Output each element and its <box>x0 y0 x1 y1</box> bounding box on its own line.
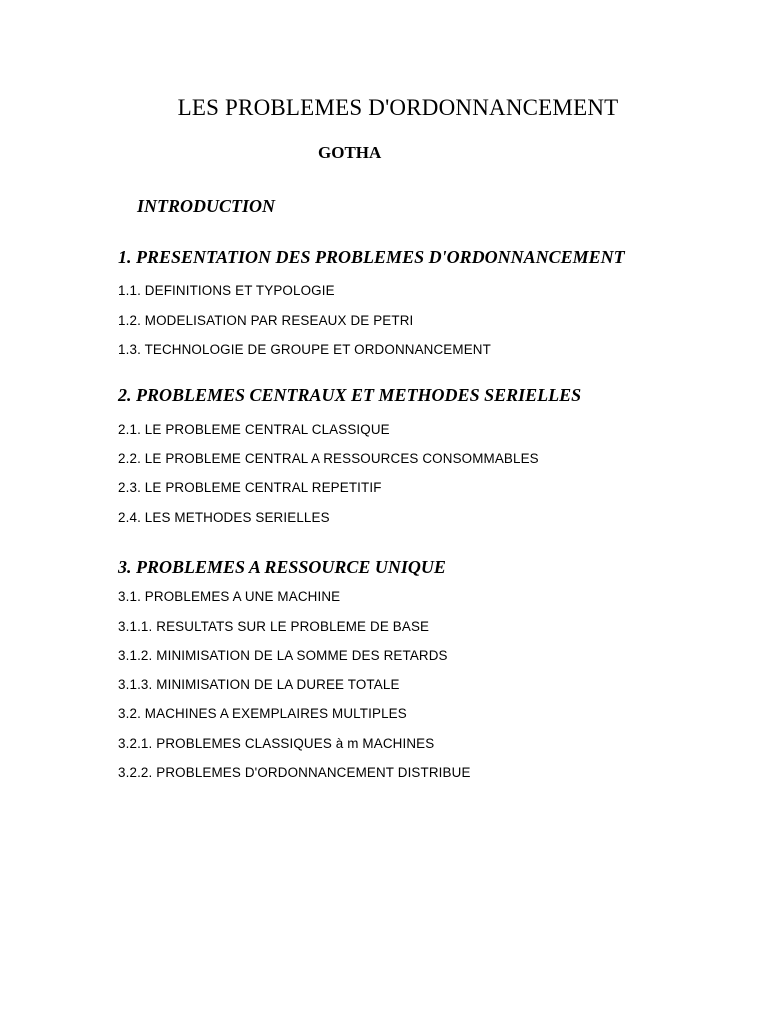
toc-entry-3-2: 3.2. MACHINES A EXEMPLAIRES MULTIPLES <box>118 706 407 721</box>
section-1-heading: 1. PRESENTATION DES PROBLEMES D'ORDONNANCEMENT <box>118 247 625 267</box>
toc-entry-2-4: 2.4. LES METHODES SERIELLES <box>118 510 330 525</box>
introduction-heading: INTRODUCTION <box>137 196 276 216</box>
toc-entry-1-1: 1.1. DEFINITIONS ET TYPOLOGIE <box>118 283 335 298</box>
toc-entry-2-1: 2.1. LE PROBLEME CENTRAL CLASSIQUE <box>118 422 390 437</box>
page-title: LES PROBLEMES D'ORDONNANCEMENT <box>177 95 619 120</box>
section-2-heading: 2. PROBLEMES CENTRAUX ET METHODES SERIELLES <box>118 385 582 405</box>
section-3-heading: 3. PROBLEMES A RESSOURCE UNIQUE <box>118 557 446 577</box>
toc-entry-3-1-3: 3.1.3. MINIMISATION DE LA DUREE TOTALE <box>118 677 400 692</box>
toc-entry-3-1-1: 3.1.1. RESULTATS SUR LE PROBLEME DE BASE <box>118 619 430 634</box>
toc-entry-2-3: 2.3. LE PROBLEME CENTRAL REPETITIF <box>118 480 382 495</box>
toc-entry-3-1: 3.1. PROBLEMES A UNE MACHINE <box>118 589 341 604</box>
toc-entry-1-3: 1.3. TECHNOLOGIE DE GROUPE ET ORDONNANCEMENT <box>118 342 491 357</box>
toc-entry-2-2: 2.2. LE PROBLEME CENTRAL A RESSOURCES CONSOMMABLES <box>118 451 539 466</box>
toc-entry-3-1-2: 3.1.2. MINIMISATION DE LA SOMME DES RETARDS <box>118 648 448 663</box>
toc-entry-3-2-2: 3.2.2. PROBLEMES D'ORDONNANCEMENT DISTRIBUE <box>118 765 471 780</box>
toc-entry-3-2-1: 3.2.1. PROBLEMES CLASSIQUES à m MACHINES <box>118 736 435 751</box>
document-author: GOTHA <box>318 143 382 162</box>
toc-entry-1-2: 1.2. MODELISATION PAR RESEAUX DE PETRI <box>118 313 414 328</box>
